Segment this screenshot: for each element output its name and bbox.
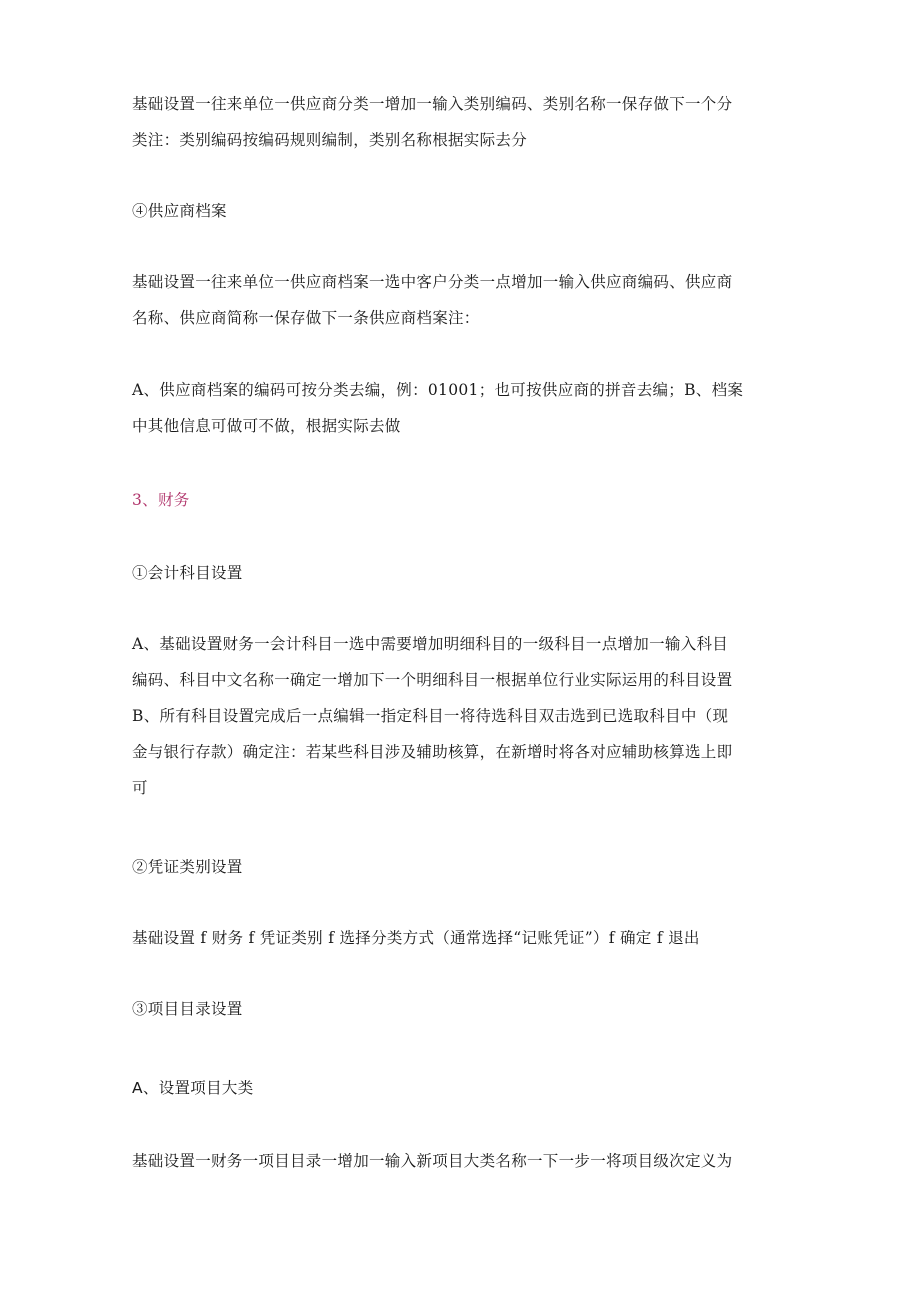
paragraph-supplier-notes (132, 372, 782, 444)
text-line: A、供应商档案的编码可按分类去编，例：01001；也可按供应商的拼音去编；B、档案 (132, 381, 744, 399)
text-line: 金与银行存款）确定注：若某些科目涉及辅助核算，在新增时将各对应辅助核算选上即 (132, 743, 733, 761)
heading-project-directory: ③项目目录设置 (132, 1000, 243, 1018)
paragraph-account-setup (132, 626, 782, 806)
heading-account-setup: ①会计科目设置 (132, 564, 243, 582)
heading-supplier-archive: ④供应商档案 (132, 202, 227, 220)
text-line: 类注：类别编码按编码规则编制，类别名称根据实际去分 (132, 131, 528, 149)
heading-voucher-type: ②凭证类别设置 (132, 858, 243, 876)
paragraph-voucher-type: 基础设置 f 财务 f 凭证类别 f 选择分类方式（通常选择“记账凭证”）f 确定 f 退出 (132, 929, 700, 947)
text-line: B、所有科目设置完成后一点编辑一指定科目一将待选科目双击选到已选取科目中（现 (132, 707, 729, 725)
text-line: 编码、科目中文名称一确定一增加下一个明细科目一根据单位行业实际运用的科目设置 (132, 671, 733, 689)
list-letter: A (132, 1079, 143, 1097)
heading-project-category: A、设置项目大类 (132, 1079, 254, 1097)
text-line: 中其他信息可做可不做，根据实际去做 (132, 417, 401, 435)
text-line: 名称、供应商简称一保存做下一条供应商档案注： (132, 309, 480, 327)
paragraph-supplier-archive (132, 264, 782, 336)
text-line: A、基础设置财务一会计科目一选中需要增加明细科目的一级科目一点增加一输入科目 (132, 635, 729, 653)
text-line: 基础设置一往来单位一供应商分类一增加一输入类别编码、类别名称一保存做下一个分 (132, 95, 733, 113)
paragraph-supplier-category (132, 86, 782, 158)
text-line: 基础设置一往来单位一供应商档案一选中客户分类一点增加一输入供应商编码、供应商 (132, 273, 733, 291)
paragraph-project-directory: 基础设置一财务一项目目录一增加一输入新项目大类名称一下一步一将项目级次定义为 (132, 1152, 733, 1170)
section-heading-finance: 3、财务 (132, 491, 190, 509)
text-line: 可 (132, 779, 148, 797)
